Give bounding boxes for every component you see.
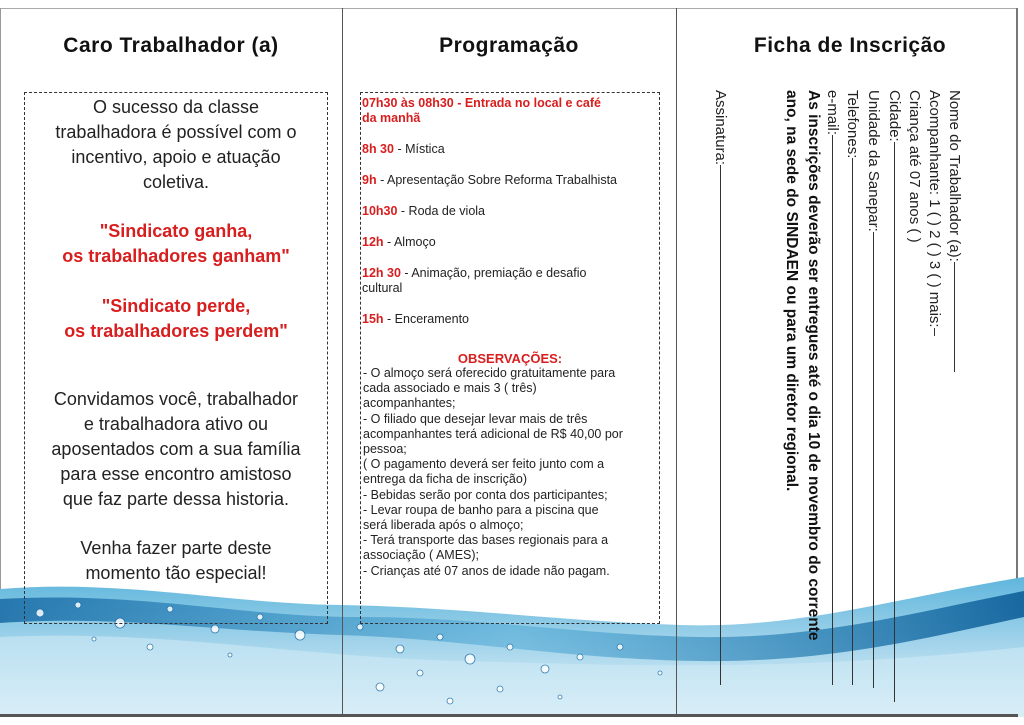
- field-telefones[interactable]: [844, 90, 861, 685]
- obs-line: acompanhantes;: [363, 396, 456, 411]
- invite-line: que faz parte dessa historia.: [62, 489, 290, 509]
- obs-line: - Levar roupa de banho para a piscina que: [363, 502, 599, 517]
- closing-line: Venha fazer parte deste: [80, 538, 272, 558]
- field-label: Nome do Trabalhador (a):: [946, 90, 963, 262]
- fill-line[interactable]: [894, 142, 895, 702]
- slogan-line: "Sindicato ganha,: [99, 221, 253, 241]
- obs-line: - O almoço será oferecido gratuitamente para: [363, 366, 616, 380]
- schedule-text: - Mística: [393, 142, 445, 156]
- obs-line: entrega da ficha de inscrição): [363, 472, 527, 487]
- invite-line: Convidamos você, trabalhador: [53, 389, 299, 409]
- invite-line: e trabalhadora ativo ou: [83, 414, 269, 434]
- obs-line: - Crianças até 07 anos de idade não pagam.: [363, 563, 610, 578]
- field-nome[interactable]: [946, 90, 963, 372]
- fill-line[interactable]: [934, 328, 935, 336]
- field-label: Cidade:: [886, 90, 903, 142]
- slogan-line: os trabalhadores ganham": [62, 246, 290, 266]
- schedule-item: [362, 96, 658, 126]
- schedule-extra: da manhã: [362, 111, 421, 125]
- schedule-item: [362, 142, 658, 157]
- notice-line: As inscrições deverão ser entregues até o dia 10 de novembro do corrente: [805, 90, 822, 641]
- field-label: Assinatura:: [712, 90, 729, 166]
- obs-line: pessoa;: [363, 442, 407, 457]
- observacoes-title: OBSERVAÇÕES:: [457, 351, 563, 366]
- panel3-title: Ficha de Inscrição: [753, 34, 947, 57]
- slogan-line: "Sindicato perde,: [101, 296, 251, 316]
- schedule-item: [362, 235, 658, 250]
- field-label: Acompanhante: 1 ( ) 2 ( ) 3 ( ) mais:: [926, 90, 943, 328]
- intro-line: incentivo, apoio e atuação: [71, 147, 281, 167]
- schedule-list: [362, 96, 658, 327]
- intro-line: coletiva.: [142, 172, 210, 192]
- fill-line[interactable]: [873, 232, 874, 688]
- invite-line: para esse encontro amistoso: [60, 464, 292, 484]
- schedule-text: - Enceramento: [383, 312, 470, 326]
- inscription-notice: [782, 90, 822, 640]
- field-label: Criança até 07 anos ( ): [906, 90, 923, 243]
- obs-line: - Bebidas serão por conta dos participantes;: [363, 487, 608, 502]
- fill-line[interactable]: [852, 158, 853, 685]
- schedule-time: 07h30 às 08h30 - Entrada no local e café: [362, 96, 602, 110]
- field-assinatura[interactable]: [712, 90, 729, 685]
- observacoes-list: [363, 366, 659, 579]
- schedule-time: 12h 30: [362, 266, 401, 280]
- schedule-item: [362, 312, 658, 327]
- schedule-time: 12h: [362, 235, 384, 249]
- schedule-time: 10h30: [362, 204, 398, 218]
- panel-ficha-inscricao: [676, 0, 1024, 725]
- field-acompanhante[interactable]: [926, 90, 943, 336]
- closing-line: momento tão especial!: [85, 563, 267, 583]
- field-email[interactable]: [824, 90, 841, 685]
- obs-line: - O filiado que desejar levar mais de três: [363, 411, 588, 426]
- panel-caro-trabalhador: [0, 0, 342, 725]
- schedule-item: [362, 204, 658, 219]
- fill-line[interactable]: [832, 135, 833, 685]
- obs-line: ( O pagamento deverá ser feito junto com a: [363, 457, 605, 472]
- panel-programacao: [342, 0, 676, 725]
- panel1-text-box: [24, 92, 328, 624]
- fill-line[interactable]: [720, 165, 721, 685]
- field-crianca[interactable]: [906, 90, 923, 243]
- field-cidade[interactable]: [886, 90, 903, 702]
- obs-line: cada associado e mais 3 ( três): [363, 381, 537, 396]
- field-unidade[interactable]: [865, 90, 882, 688]
- schedule-text: - Roda de viola: [397, 204, 486, 218]
- schedule-time: 8h 30: [362, 142, 394, 156]
- schedule-text: - Almoço: [383, 235, 436, 249]
- obs-line: será liberada após o almoço;: [363, 518, 524, 533]
- slogan-line: os trabalhadores perdem": [64, 321, 288, 341]
- schedule-item: [362, 266, 658, 296]
- invite-line: aposentados com a sua família: [51, 439, 301, 459]
- obs-line: acompanhantes terá adicional de R$ 40,00 por: [363, 426, 623, 441]
- obs-line: associação ( AMES);: [363, 548, 480, 563]
- panel2-title: Programação: [439, 34, 579, 57]
- obs-line: - Terá transporte das bases regionais para a: [363, 533, 609, 548]
- intro-line: trabalhadora é possível com o: [55, 122, 297, 142]
- schedule-time: 15h: [362, 312, 384, 326]
- schedule-extra: cultural: [362, 281, 403, 295]
- schedule-text: - Apresentação Sobre Reforma Trabalhista: [376, 173, 617, 187]
- field-label: Unidade da Sanepar:: [865, 90, 882, 232]
- field-label: e-mail:: [824, 90, 841, 136]
- panel1-title: Caro Trabalhador (a): [63, 34, 279, 57]
- field-label: Telefones:: [844, 90, 861, 159]
- schedule-item: [362, 173, 658, 188]
- schedule-time: 9h: [362, 173, 377, 187]
- panel2-text-box: [360, 92, 660, 624]
- schedule-text: - Animação, premiação e desafio: [400, 266, 587, 280]
- notice-line: ano, na sede do SINDAEN ou para um diretor regional.: [783, 90, 800, 492]
- fill-line[interactable]: [954, 262, 955, 372]
- intro-line: O sucesso da classe: [92, 97, 260, 117]
